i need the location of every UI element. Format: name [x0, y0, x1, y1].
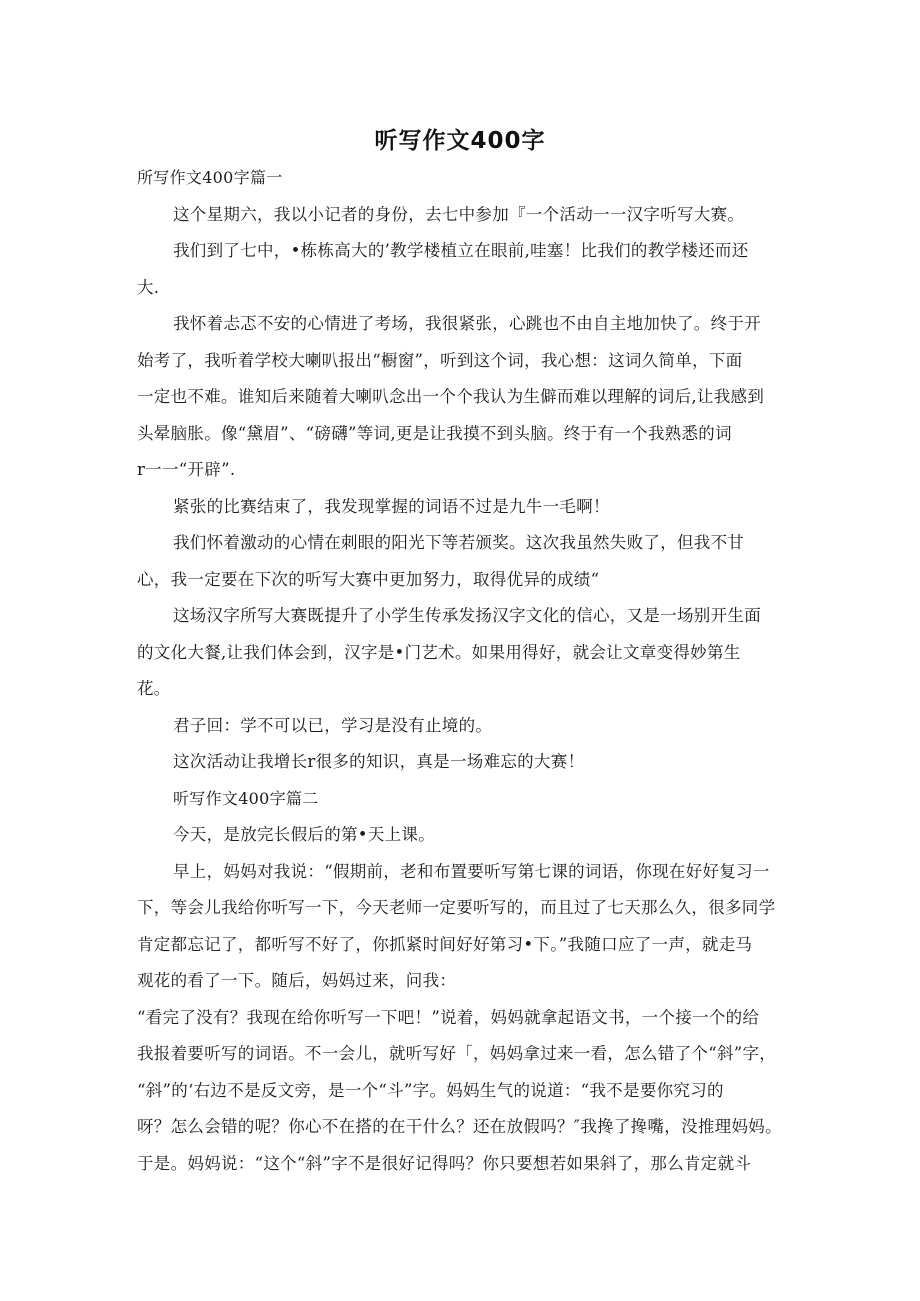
paragraph-line: r一一“开辟”. [137, 460, 236, 479]
paragraph-line: 头晕脑胀。像“黛眉”、“磅礴”等词,更是让我摸不到头脑。终于有一个我熟悉的词 [137, 423, 732, 443]
paragraph-line: 我报着要听写的词语。不一会儿，就听写好「，妈妈拿过来一看，怎么错了个“斜”字， [137, 1044, 777, 1063]
paragraph-line: 心，我一定要在下次的听写大赛中更加努力，取得优异的成绩“ [137, 569, 600, 589]
paragraph-line: 君子回：学不可以已，学习是没有止境的。 [173, 715, 493, 735]
paragraph-line: 的文化大餐,让我们体会到，汉字是•门艺术。如果用得好，就会让文章变得妙第生 [137, 642, 741, 662]
section-heading: 听写作文400字篇二 [173, 788, 319, 808]
paragraph-line: 今天，是放完长假后的第•天上课。 [173, 825, 436, 844]
paragraph-line: 大. [137, 277, 160, 297]
paragraph-line: 我们怀着激动的心情在刺眼的阳光下等若颁奖。这次我虽然失败了，但我不甘 [173, 533, 745, 552]
paragraph-line: 于是。妈妈说：“这个“斜”字不是很好记得吗？你只要想若如果斜了，那么肯定就斗 [137, 1153, 752, 1173]
document-title: 听写作文400字 [374, 128, 546, 154]
paragraph-line: 我们到了七中，•栋栋高大的’教学楼植立在眼前,哇塞！比我们的教学楼还而还 [173, 241, 749, 260]
paragraph-line: 观花的看了一下。随后，妈妈过来，问我： [137, 971, 457, 990]
paragraph-line: “斜”的‘右边不是反文旁，是一个“斗”字。妈妈生气的说道：“我不是要你究习的 [137, 1080, 724, 1100]
paragraph-line: 这场汉字所写大赛既提升了小学生传承发扬汉字文化的信心，又是一场别开生面 [173, 606, 761, 625]
paragraph-line: 呀？怎么会错的呢？你心不在搭的在干什么？还在放假吗？″我搀了搀嘴，没推理妈妈。 [137, 1117, 782, 1136]
paragraph-line: 肯定都忘记了，都听写不好了，你抓紧时间好好第习•下。”我随口应了一声，就走马 [137, 934, 753, 954]
paragraph-line: 下，等会儿我给你听写一下，今天老师一定要听写的，而且过了七天那么久，很多同学 [137, 898, 776, 917]
document-body [137, 160, 787, 1182]
paragraph-line: “看完了没有？我现在给你听写一下吧！”说着，妈妈就拿起语文书，一个接一个的给 [137, 1007, 760, 1027]
paragraph-line: 紧张的比赛结束了，我发现掌握的词语不过是九牛一毛啊！ [173, 496, 610, 516]
paragraph-line: 这次活动让我增长r很多的知识，真是一场难忘的大赛！ [173, 752, 585, 771]
paragraph-line: 我怀着忐忑不安的心情进了考场，我很紧张，心跳也不由自主地加快了。终于开 [173, 314, 761, 333]
paragraph-line: 这个星期六，我以小记者的身份，去七中参加『一个活动一一汉字听写大赛。 [173, 204, 745, 224]
paragraph-line: 花。 [137, 679, 171, 698]
paragraph-line: 一定也不难。谁知后来随着大喇叭念出一个个我认为生僻而难以理解的词后,让我感到 [137, 387, 765, 406]
paragraph-line: 始考了，我听着学校大喇叭报出“橱窗”，听到这个词，我心想：这词久简单，下面 [137, 350, 743, 370]
paragraph-line: 早上，妈妈对我说：“假期前，老和布置要听写第七课的词语，你现在好好复习一 [173, 861, 770, 881]
section-heading: 所写作文400字篇一 [137, 168, 283, 187]
